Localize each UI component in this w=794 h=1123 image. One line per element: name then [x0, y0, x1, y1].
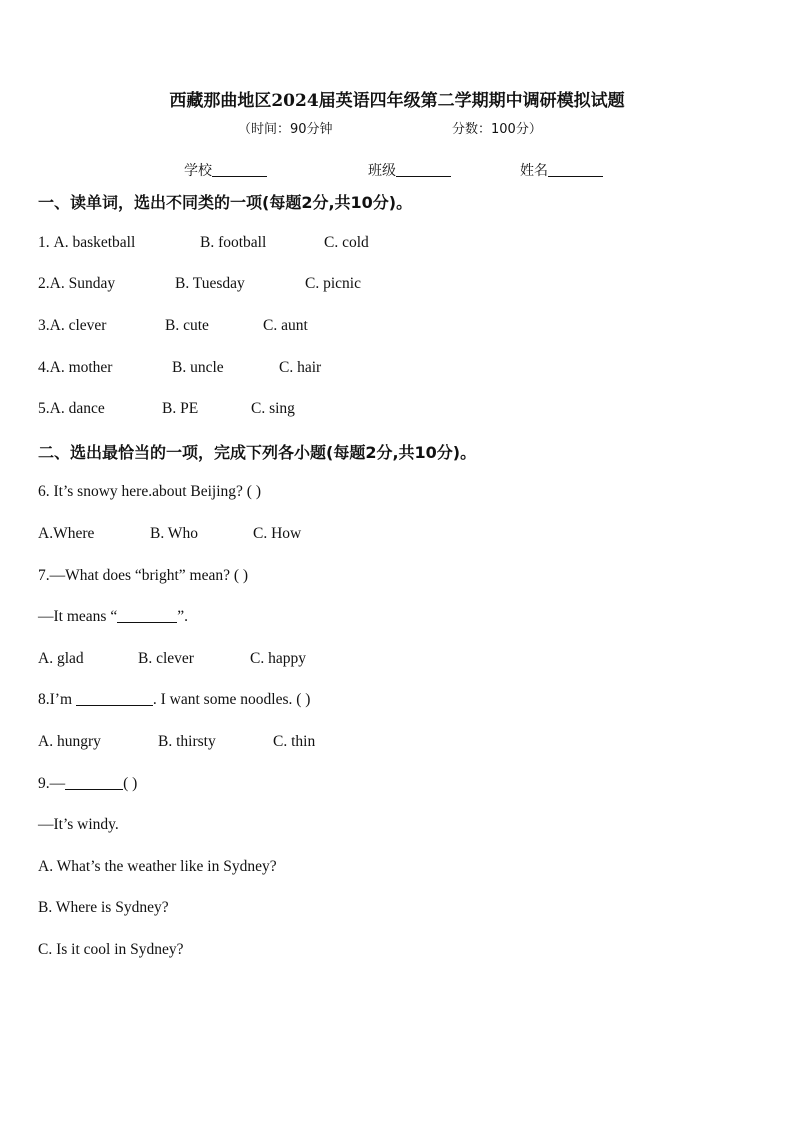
- q9-option-c: C. Is it cool in Sydney?: [38, 941, 184, 958]
- q2-option-c: C. picnic: [305, 275, 361, 292]
- class-blank: [396, 162, 451, 177]
- class-label: 班级: [368, 163, 396, 179]
- q8-option-c: C. thin: [273, 733, 316, 750]
- question-7-answer: [38, 608, 188, 626]
- question-2: [38, 275, 361, 293]
- q9-option-a: A. What’s the weather like in Sydney?: [38, 858, 277, 875]
- question-4: [38, 359, 322, 377]
- question-6: 6. It’s snowy here.about Beijing? ( ): [38, 483, 261, 500]
- q8-suffix: . I want some noodles. ( ): [152, 691, 311, 708]
- q9-option-b: B. Where is Sydney?: [38, 899, 169, 916]
- q3-option-a: A. clever: [49, 317, 107, 334]
- exam-time: （时间：90分钟: [238, 122, 333, 137]
- q7-answer-prefix: —It means “: [38, 608, 118, 625]
- name-field: [520, 160, 603, 180]
- q9-prefix: 9.—: [38, 775, 66, 792]
- question-6-options: [38, 525, 302, 543]
- question-7: 7.—What does “bright” mean? ( ): [38, 567, 249, 584]
- q8-prefix: 8.I’m: [38, 691, 76, 708]
- section2-heading: 二、选出最恰当的一项，完成下列各小题(每题2分,共10分)。: [38, 443, 477, 462]
- q5-option-c: C. sing: [251, 400, 295, 417]
- q2-option-a: A. Sunday: [49, 275, 116, 292]
- q8-option-b: B. thirsty: [158, 733, 216, 750]
- class-field: [368, 160, 451, 180]
- q3-option-c: C. aunt: [263, 317, 308, 334]
- q4-option-a: A. mother: [49, 359, 113, 376]
- question-1: [38, 234, 369, 252]
- question-8-options: [38, 733, 316, 751]
- question-3: [38, 317, 308, 335]
- q6-option-b: B. Who: [150, 525, 198, 542]
- school-field: [184, 160, 267, 180]
- q1-number: 1.: [38, 234, 54, 251]
- q4-option-b: B. uncle: [172, 359, 224, 376]
- question-9-reply: —It’s windy.: [38, 816, 119, 833]
- q7-option-c: C. happy: [250, 650, 306, 667]
- section1-heading: 一、读单词，选出不同类的一项(每题2分,共10分)。: [38, 193, 413, 212]
- q1-option-c: C. cold: [324, 234, 369, 251]
- question-8: [38, 691, 310, 709]
- q8-blank: [76, 691, 153, 706]
- question-5: [38, 400, 295, 418]
- q4-number: 4.: [38, 359, 50, 376]
- school-blank: [212, 162, 267, 177]
- question-9: [38, 775, 137, 793]
- q5-option-a: A. dance: [49, 400, 105, 417]
- q3-option-b: B. cute: [165, 317, 209, 334]
- exam-title: 西藏那曲地区2024届英语四年级第二学期期中调研模拟试题: [169, 91, 625, 111]
- q6-option-a: A.Where: [38, 525, 95, 542]
- q8-option-a: A. hungry: [38, 733, 101, 750]
- name-label: 姓名: [520, 163, 548, 179]
- q6-option-c: C. How: [253, 525, 302, 542]
- q7-answer-blank: [117, 608, 177, 623]
- q4-option-c: C. hair: [279, 359, 322, 376]
- exam-score: 分数：100分）: [452, 122, 542, 137]
- q9-suffix: ( ): [123, 775, 138, 792]
- name-blank: [548, 162, 603, 177]
- q2-number: 2.: [38, 275, 50, 292]
- q3-number: 3.: [38, 317, 50, 334]
- question-7-options: [38, 650, 306, 668]
- school-label: 学校: [184, 163, 212, 179]
- q7-answer-suffix: ”.: [177, 608, 188, 625]
- q9-blank: [65, 775, 123, 790]
- q1-option-b: B. football: [200, 234, 267, 251]
- q5-option-b: B. PE: [162, 400, 199, 417]
- q2-option-b: B. Tuesday: [175, 275, 245, 292]
- q5-number: 5.: [38, 400, 50, 417]
- q7-option-b: B. clever: [138, 650, 194, 667]
- q7-option-a: A. glad: [38, 650, 84, 667]
- q1-option-a: A. basketball: [53, 234, 136, 251]
